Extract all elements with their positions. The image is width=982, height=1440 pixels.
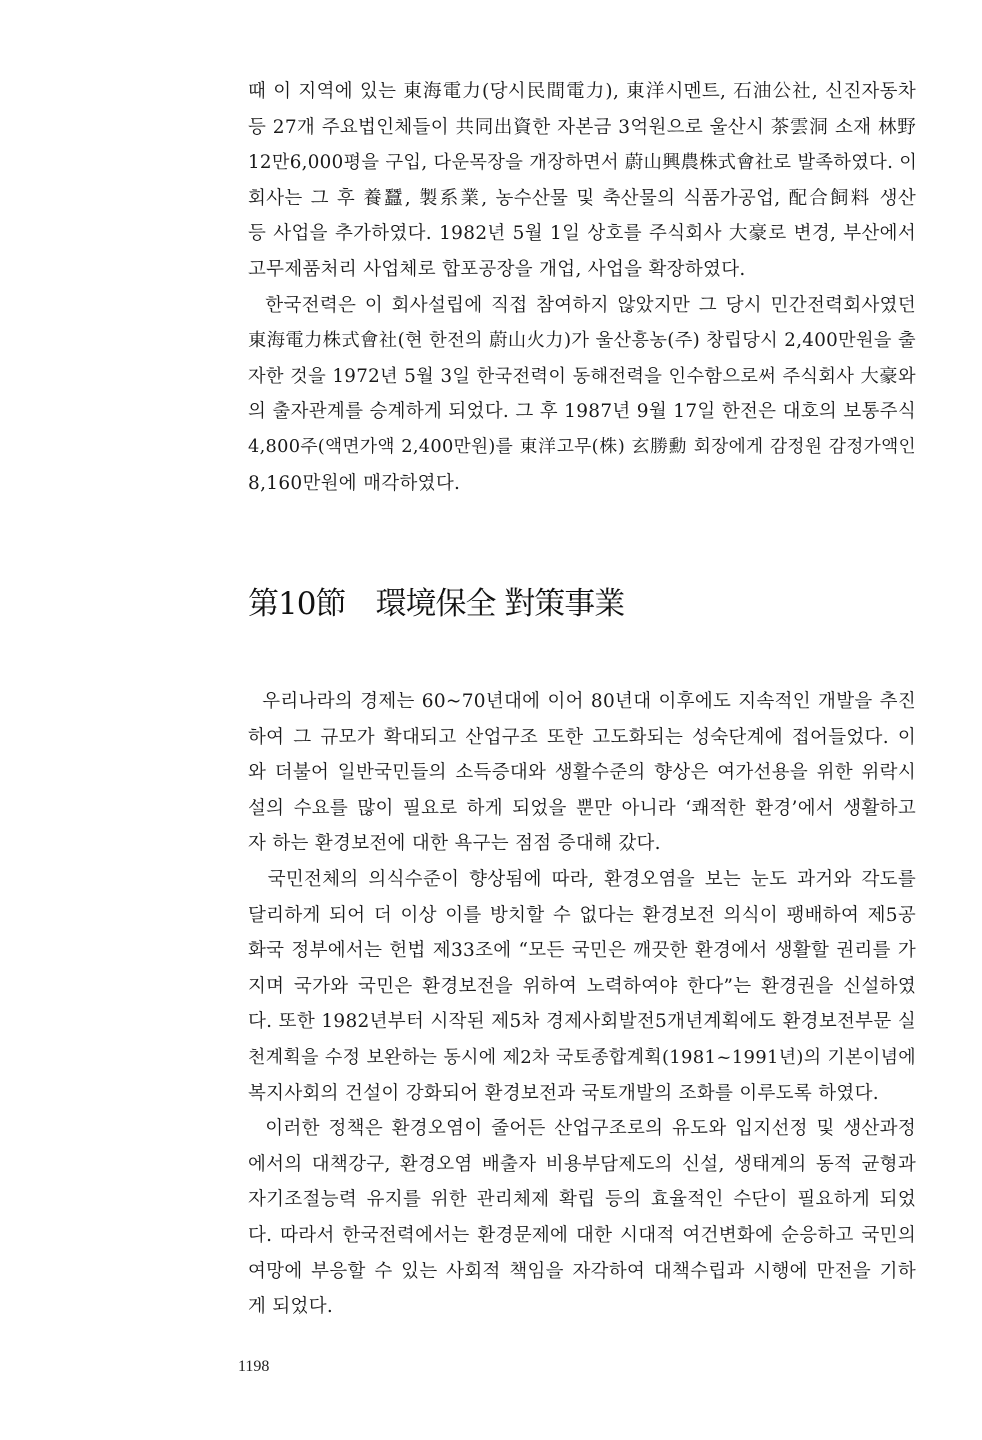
- text-line: 자한 것을 1972년 5월 3일 한국전력이 동해전력을 인수함으로써 주식회사 大豪와: [248, 365, 916, 387]
- text-line: 달리하게 되어 더 이상 이를 방치할 수 없다는 환경보전 의식이 팽배하여 제5공: [248, 904, 916, 926]
- text-line: 화국 정부에서는 헌법 제33조에 “모든 국민은 깨끗한 환경에서 생활할 권리를 가: [248, 940, 916, 962]
- text-line: 국민전체의 의식수준이 향상됨에 따라, 환경오염을 보는 눈도 과거와 각도를: [248, 868, 916, 890]
- text-line: 에서의 대책강구, 환경오염 배출자 비용부담제도의 신설, 생태계의 동적 균형과: [248, 1153, 916, 1175]
- text-line: 자 하는 환경보전에 대한 욕구는 점점 증대해 갔다.: [248, 833, 661, 855]
- section-heading: [248, 582, 624, 626]
- text-line: 와 더불어 일반국민들의 소득증대와 생활수준의 향상은 여가선용을 위한 위락시: [248, 762, 916, 784]
- text-line: 게 되었다.: [248, 1296, 334, 1318]
- paragraph-block-top: [248, 74, 916, 501]
- text-line: 하여 그 규모가 확대되고 산업구조 또한 고도화되는 성숙단계에 접어들었다. 이: [248, 726, 916, 748]
- paragraph-block-bottom: [248, 684, 916, 1325]
- text-line: 의 출자관계를 승계하게 되었다. 그 후 1987년 9월 17일 한전은 대호의 보통주식: [248, 401, 916, 423]
- text-line: 우리나라의 경제는 60~70년대에 이어 80년대 이후에도 지속적인 개발을 추진: [248, 691, 916, 712]
- text-line: 등 27개 주요법인체들이 共同出資한 자본금 3억원으로 울산시 茶雲洞 소재 林野: [248, 116, 916, 138]
- text-line: 다. 따라서 한국전력에서는 환경문제에 대한 시대적 여건변화에 순응하고 국민의: [248, 1224, 916, 1246]
- text-line: 복지사회의 건설이 강화되어 환경보전과 국토개발의 조화를 이루도록 하였다.: [248, 1082, 879, 1104]
- page-number: 1198: [238, 1358, 270, 1375]
- text-line: 한국전력은 이 회사설립에 직접 참여하지 않았지만 그 당시 민간전력회사였던: [248, 294, 916, 316]
- text-line: 천계획을 수정 보완하는 동시에 제2차 국토종합계획(1981~1991년)의 기본이념에: [248, 1046, 916, 1068]
- text-line: 다. 또한 1982년부터 시작된 제5차 경제사회발전5개년계획에도 환경보전부문 실: [248, 1011, 916, 1033]
- text-line: 12만6,000평을 구입, 다운목장을 개장하면서 蔚山興農株式會社로 발족하였다. 이: [248, 152, 918, 174]
- text-line: 지며 국가와 국민은 환경보전을 위하여 노력하여야 한다”는 환경권을 신설하였: [248, 975, 916, 997]
- text-line: 고무제품처리 사업체로 합포공장을 개업, 사업을 확장하였다.: [248, 258, 746, 280]
- text-line: 이러한 정책은 환경오염이 줄어든 산업구조로의 유도와 입지선정 및 생산과정: [248, 1118, 916, 1140]
- text-line: 자기조절능력 유지를 위한 관리체제 확립 등의 효율적인 수단이 필요하게 되었: [248, 1189, 916, 1211]
- text-line: 8,160만원에 매각하였다.: [248, 472, 461, 494]
- text-line: 東海電力株式會社(현 한전의 蔚山火力)가 울산흥농(주) 창립당시 2,400만원을 출: [248, 330, 916, 352]
- text-line: 설의 수요를 많이 필요로 하게 되었을 뿐만 아니라 ‘쾌적한 환경’에서 생활하고: [248, 797, 916, 819]
- text-line: 여망에 부응할 수 있는 사회적 책임을 자각하여 대책수립과 시행에 만전을 기하: [248, 1260, 916, 1282]
- text-line: 회사는 그 후 養蠶, 製系業, 농수산물 및 축산물의 식품가공업, 配合飼料 생산: [248, 187, 916, 209]
- section-number: 第10節: [248, 586, 346, 622]
- text-line: 4,800주(액면가액 2,400만원)를 東洋고무(株) 玄勝勳 회장에게 감정원 감정가액인: [248, 436, 916, 457]
- section-title-text: 環境保全 對策事業: [375, 586, 625, 622]
- text-line: 등 사업을 추가하였다. 1982년 5월 1일 상호를 주식회사 大豪로 변경, 부산에서: [248, 223, 916, 245]
- text-line: 때 이 지역에 있는 東海電力(당시民間電力), 東洋시멘트, 石油公社, 신진자동차: [248, 81, 916, 102]
